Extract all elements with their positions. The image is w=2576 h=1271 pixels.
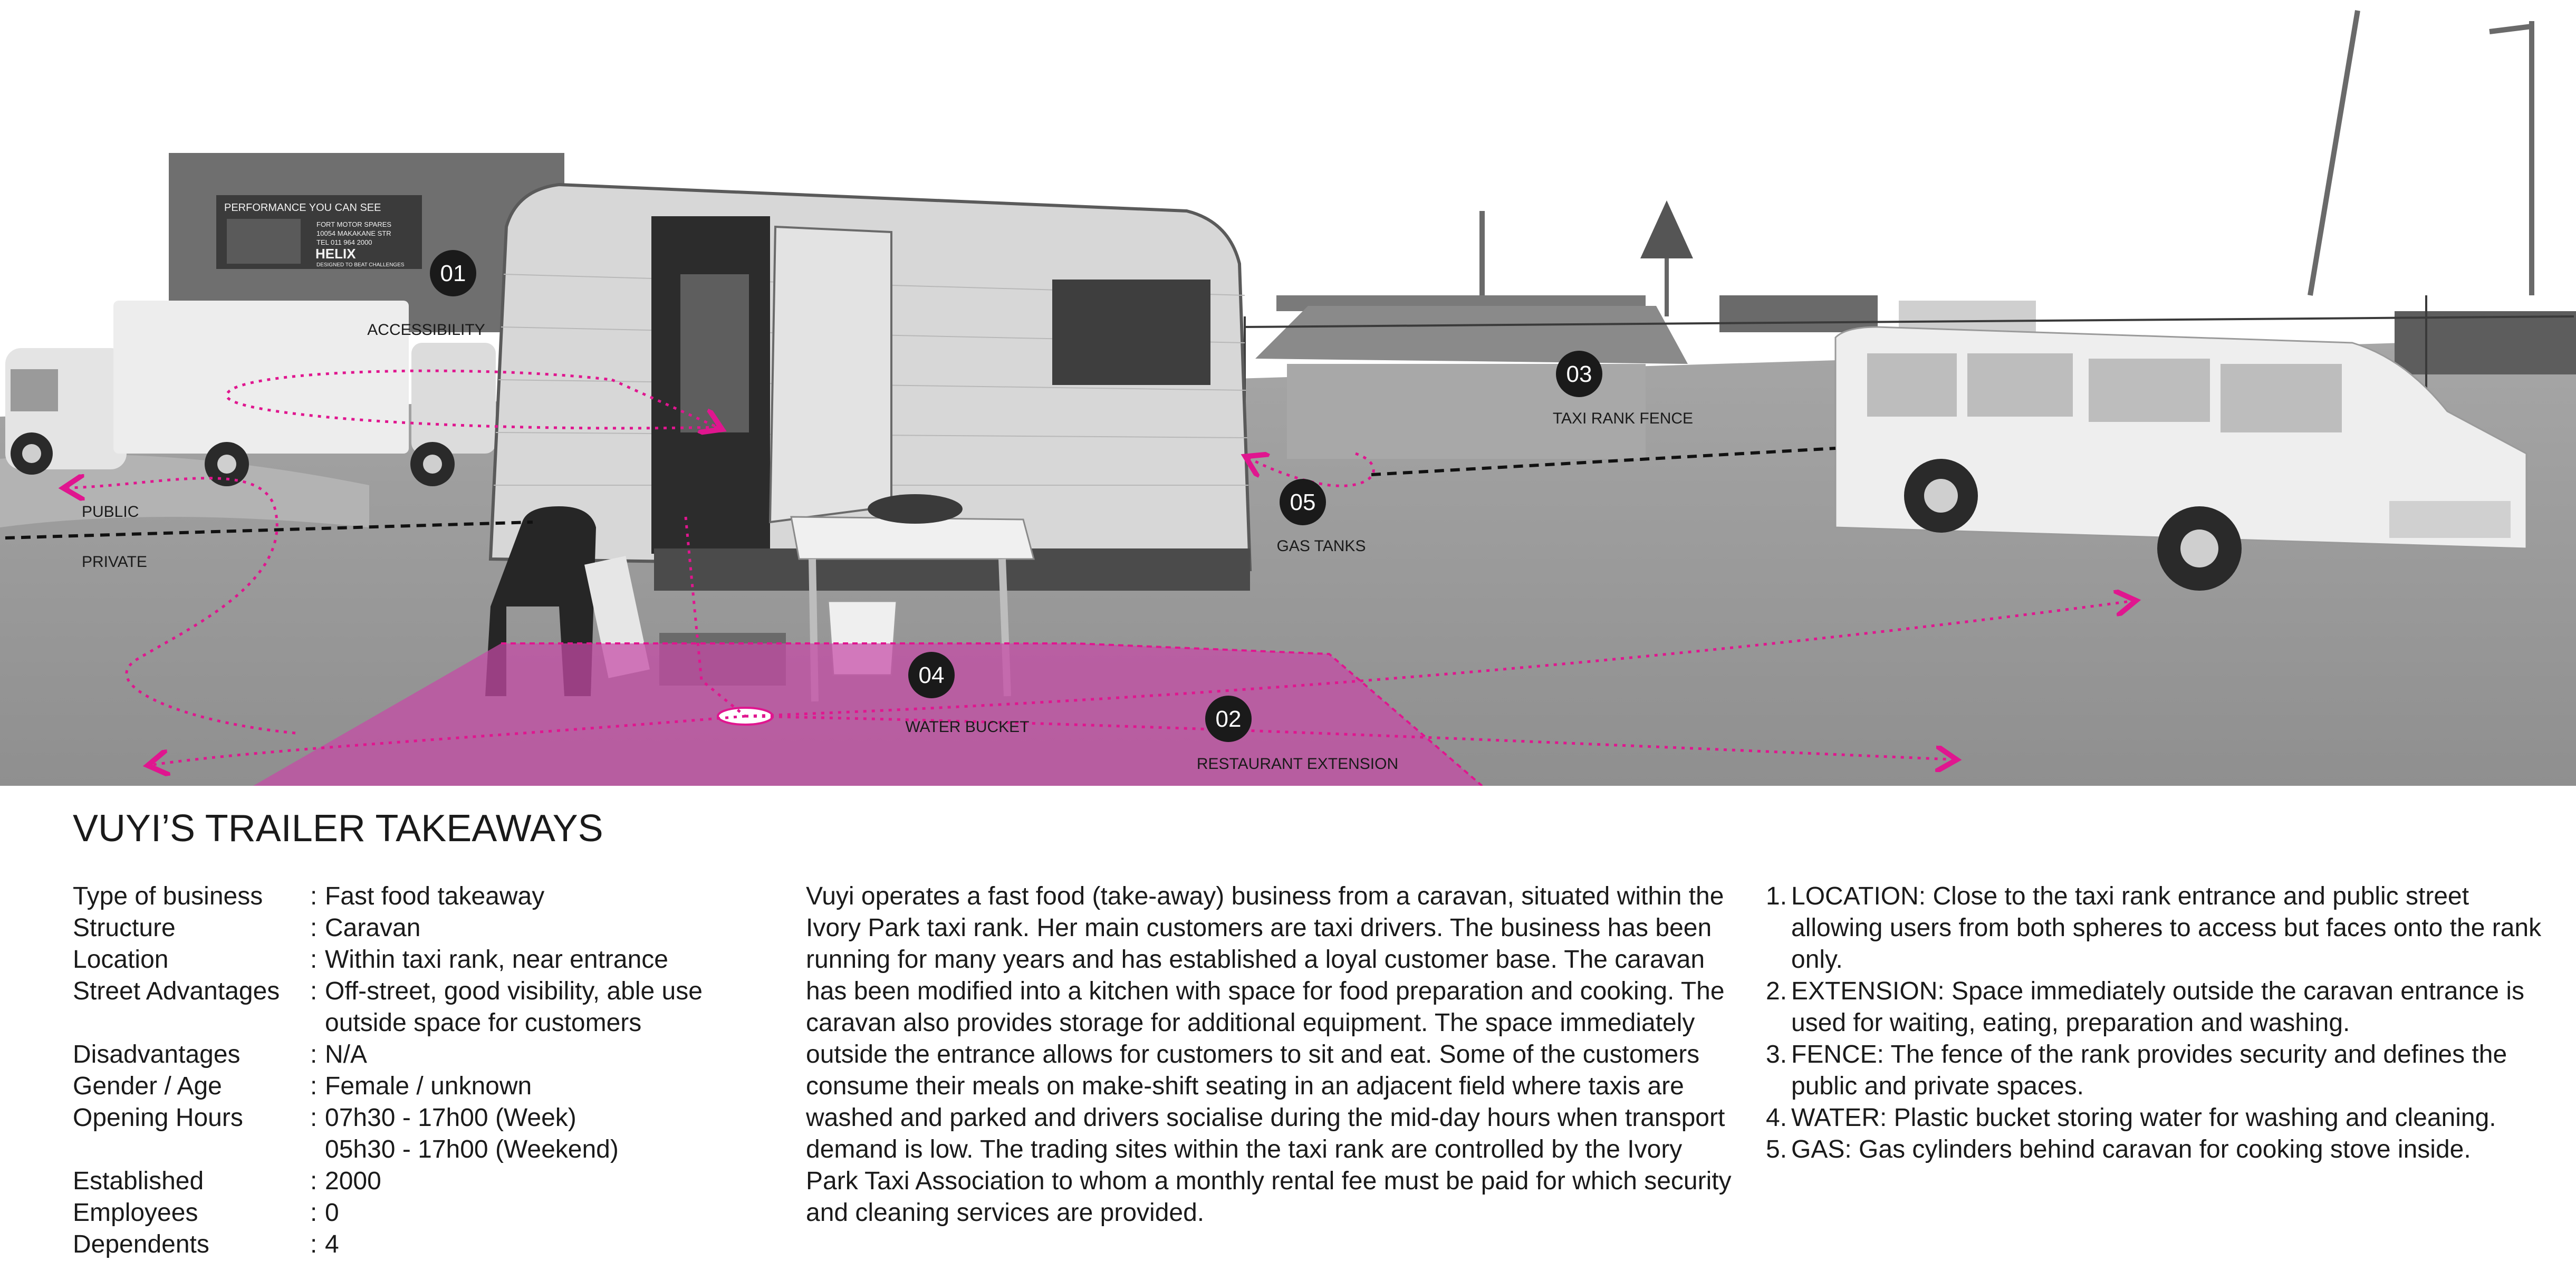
- billboard-line2: 10054 MAKAKANE STR: [316, 229, 391, 237]
- spec-key: Location: [73, 946, 169, 974]
- basin: [868, 494, 963, 524]
- note-item: 2. EXTENSION: Space immediately outside the caravan entrance is used for waiting, eating, preparation and washing.: [1766, 977, 2524, 1037]
- marker-05-number: 05: [1290, 489, 1316, 515]
- spec-value: Within taxi rank, near entrance: [325, 946, 668, 974]
- spec-key: Dependents: [73, 1230, 209, 1258]
- caravan-window: [1052, 280, 1210, 385]
- spec-key: Street Advantages: [73, 977, 280, 1005]
- note-item: 1. LOCATION: Close to the taxi rank entrance and public street allowing users from both spheres to access but faces onto the rank only.: [1766, 882, 2542, 974]
- spec-row: Established : 2000: [73, 1166, 758, 1197]
- spec-value: Fast food takeaway: [325, 882, 545, 910]
- spec-value: Caravan: [325, 914, 421, 942]
- spec-value: 2000: [325, 1167, 381, 1195]
- billboard-tagline: DESIGNED TO BEAT CHALLENGES: [316, 262, 405, 268]
- billboard-headline: PERFORMANCE YOU CAN SEE: [224, 202, 381, 214]
- spec-row: Type of business : Fast food takeaway: [73, 881, 758, 912]
- billboard-brand: HELIX: [315, 246, 356, 262]
- spec-key: Opening Hours: [73, 1104, 243, 1132]
- marker-02-number: 02: [1215, 706, 1242, 732]
- spec-row: Opening Hours : 07h30 - 17h00 (Week) 05h30 - 17h00 (Weekend): [73, 1102, 758, 1166]
- spec-key: Employees: [73, 1199, 198, 1227]
- marker-03-label: TAXI RANK FENCE: [1552, 410, 1694, 427]
- spec-value: 0: [325, 1199, 339, 1227]
- spec-row: Disadvantages : N/A: [73, 1039, 758, 1071]
- spec-key: Structure: [73, 914, 176, 942]
- page-title: VUYI’S TRAILER TAKEAWAYS: [73, 807, 603, 850]
- spec-row: Location : Within taxi rank, near entrance: [73, 944, 758, 976]
- spec-key: Gender / Age: [73, 1072, 222, 1100]
- public-label: PUBLIC: [82, 503, 139, 521]
- spec-value: N/A: [325, 1041, 368, 1068]
- business-description: Vuyi operates a fast food (take-away) business from a caravan, situated within the Ivory Park taxi rank. Her main customers are taxi drivers. The business has been running for many years and has established a loyal customer base. The caravan has been modified into a kitchen with space for food preparation and cooking. The caravan also provides storage for additional equipment. The space immediately outside the entrance allows for customers to sit and eat. Some of the customers consume their meals on make-shift seating in an adjacent field where taxis are washed and parked and drivers socialise during the mid-day hours when transport demand is low. The trading sites within the taxi rank are controlled by the Ivory Park Taxi Association to whom a monthly rental fee must be paid for which security and cleaning services are provided.: [806, 882, 1732, 1227]
- site-notes-list: [1766, 881, 2557, 1166]
- spec-row: Employees : 0: [73, 1197, 758, 1229]
- marker-01-label: ACCESSIBILITY: [367, 321, 485, 339]
- spec-row: Gender / Age : Female / unknown: [73, 1071, 758, 1102]
- spec-key: Type of business: [73, 882, 263, 910]
- spec-value: Female / unknown: [325, 1072, 532, 1100]
- business-spec-table: [73, 881, 758, 1260]
- marker-01-number: 01: [440, 261, 466, 286]
- spec-value: Off-street, good visibility, able use outside space for customers: [325, 977, 703, 1037]
- billboard-line3: TEL 011 964 2000: [316, 238, 372, 246]
- spec-row: Street Advantages : Off-street, good visibility, able use outside space for customers: [73, 976, 758, 1039]
- marker-04-number: 04: [918, 662, 945, 688]
- note-item: 4. WATER: Plastic bucket storing water for washing and cleaning.: [1766, 1104, 2496, 1132]
- spec-row: Structure : Caravan: [73, 912, 758, 944]
- spec-key: Disadvantages: [73, 1041, 241, 1068]
- marker-05-label: GAS TANKS: [1276, 537, 1366, 555]
- marker-02-label: RESTAURANT EXTENSION: [1196, 755, 1399, 773]
- spec-key: Established: [73, 1167, 204, 1195]
- spec-value: 07h30 - 17h00 (Week) 05h30 - 17h00 (Weekend): [325, 1104, 619, 1163]
- marker-03-number: 03: [1566, 361, 1592, 387]
- note-item: 5. GAS: Gas cylinders behind caravan for cooking stove inside.: [1766, 1135, 2471, 1163]
- note-item: 3. FENCE: The fence of the rank provides security and defines the public and private spaces.: [1766, 1041, 2507, 1100]
- billboard-line1: FORT MOTOR SPARES: [316, 220, 392, 228]
- spec-value: 4: [325, 1230, 339, 1258]
- private-label: PRIVATE: [82, 553, 147, 571]
- marker-04-label: WATER BUCKET: [905, 718, 1030, 736]
- spec-row: Dependents : 4: [73, 1229, 758, 1260]
- caravan-door: [770, 227, 891, 522]
